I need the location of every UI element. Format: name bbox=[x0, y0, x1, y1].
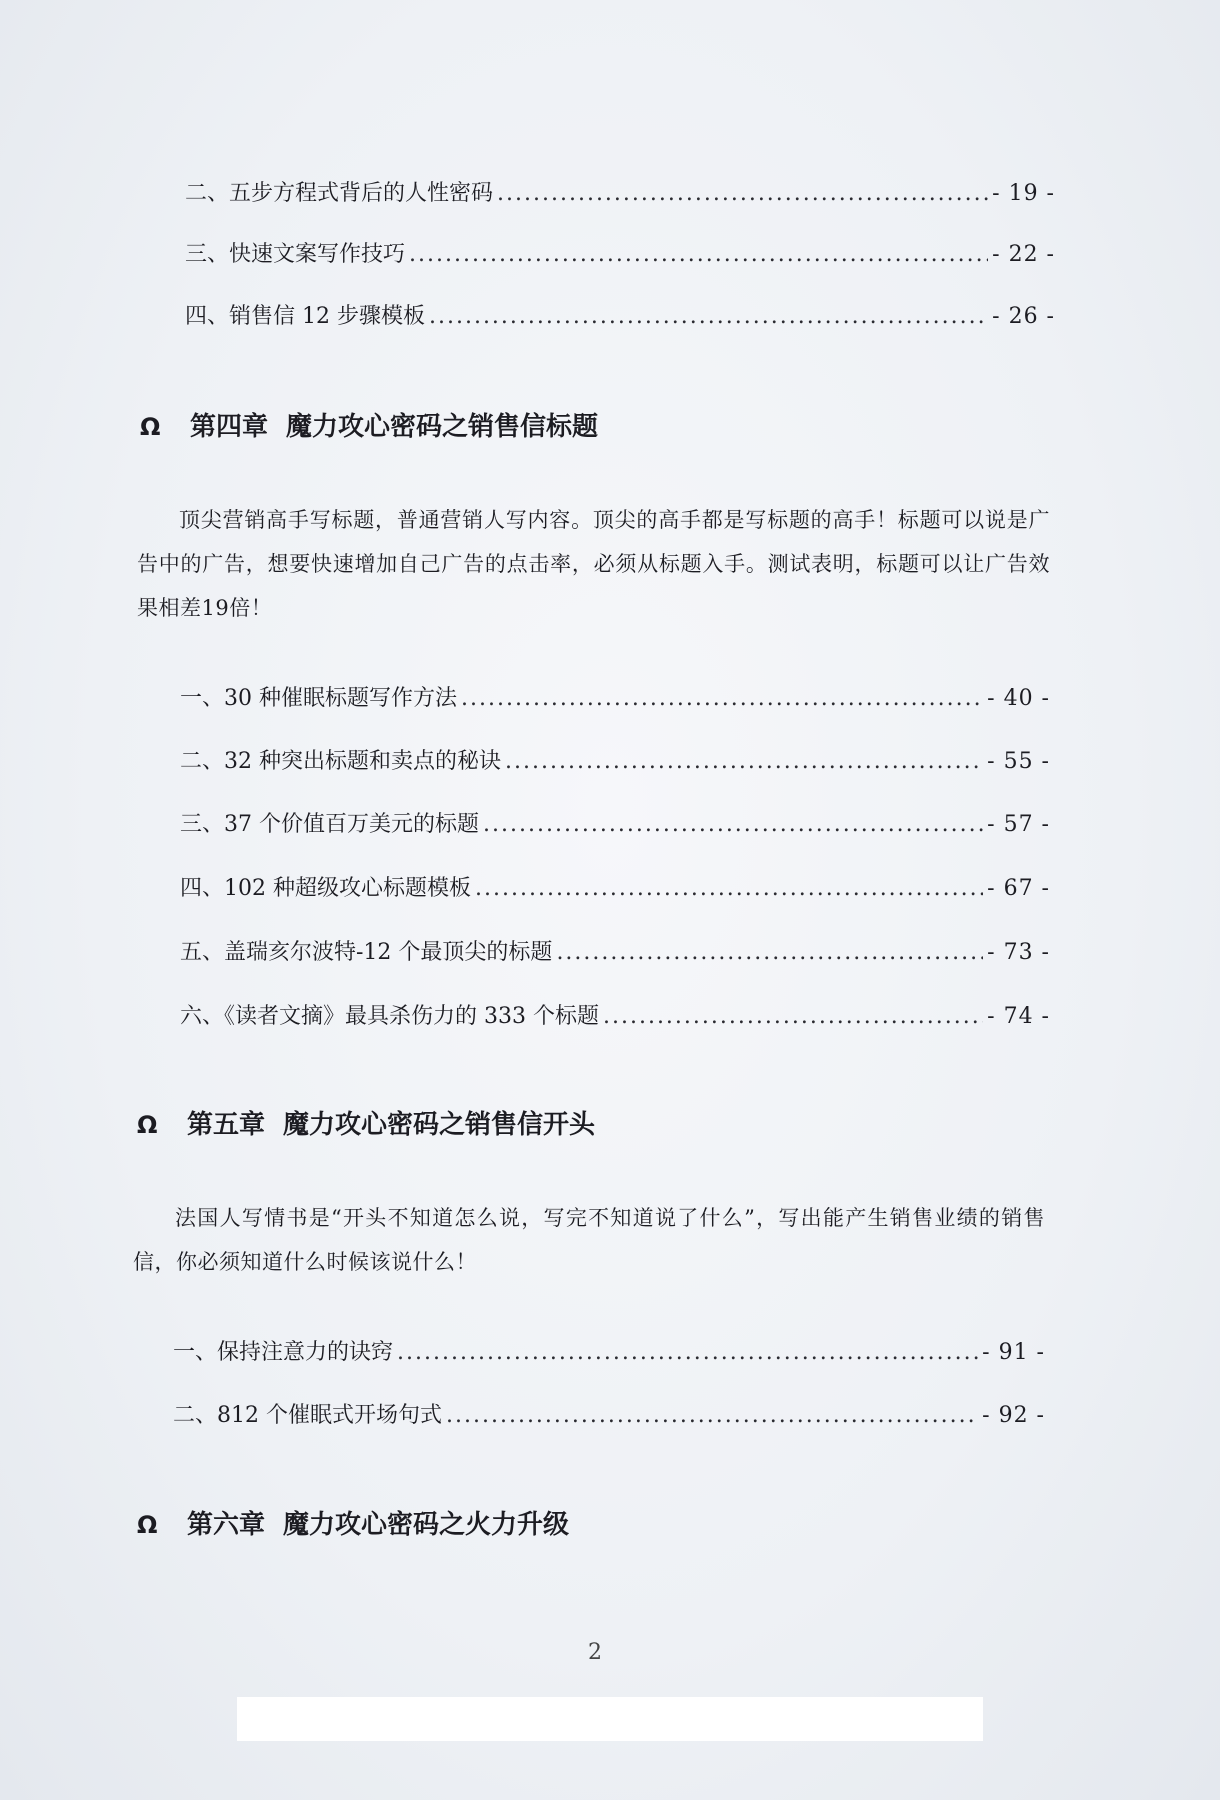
chapter-title: 魔力攻心密码之销售信标题 bbox=[286, 412, 599, 442]
toc-entry-page: - 91 - bbox=[982, 1340, 1045, 1365]
toc-entry-page: - 57 - bbox=[987, 812, 1050, 837]
toc-entry-label: 一、保持注意力的诀窍 bbox=[173, 1340, 394, 1365]
toc-leader-dots bbox=[397, 1338, 978, 1368]
toc-entry[interactable] bbox=[173, 1338, 1045, 1368]
omega-icon: Ω bbox=[137, 1111, 158, 1139]
toc-entry-page: - 19 - bbox=[992, 181, 1055, 206]
toc-entry-label: 三、快速文案写作技巧 bbox=[185, 242, 406, 267]
toc-leader-dots bbox=[505, 747, 983, 777]
chapter-number: 第五章 bbox=[187, 1110, 266, 1140]
toc-entry[interactable] bbox=[185, 179, 1055, 209]
toc-leader-dots bbox=[483, 810, 983, 840]
toc-entry[interactable] bbox=[185, 240, 1055, 270]
chapter-title: 魔力攻心密码之火力升级 bbox=[283, 1510, 570, 1540]
toc-entry-page: - 67 - bbox=[987, 876, 1050, 901]
toc-leader-dots bbox=[603, 1002, 983, 1032]
toc-entry-label: 六、《读者文摘》最具杀伤力的 333 个标题 bbox=[180, 1004, 599, 1029]
toc-entry-page: - 26 - bbox=[992, 304, 1055, 329]
toc-entry[interactable] bbox=[173, 1401, 1045, 1431]
toc-entry[interactable] bbox=[180, 938, 1050, 968]
chapter-number: 第六章 bbox=[187, 1510, 266, 1540]
chapter-number: 第四章 bbox=[190, 412, 269, 442]
chapter-heading[interactable] bbox=[140, 410, 598, 444]
toc-entry-page: - 22 - bbox=[992, 242, 1055, 267]
toc-entry-label: 四、102 种超级攻心标题模板 bbox=[180, 876, 471, 901]
page-number: 2 bbox=[588, 1640, 602, 1665]
chapter-intro: 顶尖营销高手写标题，普通营销人写内容。顶尖的高手都是写标题的高手！标题可以说是广告中的广告，想要快速增加自己广告的点击率，必须从标题入手。测试表明，标题可以让广告效果相差19倍！ bbox=[137, 508, 1050, 620]
chapter-intro: 法国人写情书是“开头不知道怎么说，写完不知道说了什么”，写出能产生销售业绩的销售信，你必须知道什么时候该说什么！ bbox=[133, 1206, 1045, 1274]
toc-leader-dots bbox=[461, 684, 983, 714]
toc-entry-label: 二、五步方程式背后的人性密码 bbox=[185, 181, 494, 206]
toc-entry[interactable] bbox=[180, 1002, 1050, 1032]
toc-entry-page: - 92 - bbox=[982, 1403, 1045, 1428]
toc-entry-label: 四、销售信 12 步骤模板 bbox=[185, 304, 425, 329]
omega-icon: Ω bbox=[137, 1511, 158, 1539]
toc-leader-dots bbox=[446, 1401, 978, 1431]
toc-entry-label: 五、盖瑞亥尔波特-12 个最顶尖的标题 bbox=[180, 940, 553, 965]
toc-leader-dots bbox=[497, 179, 988, 209]
toc-entry[interactable] bbox=[180, 684, 1050, 714]
chapter-heading[interactable] bbox=[137, 1108, 595, 1142]
toc-entry-label: 三、37 个价值百万美元的标题 bbox=[180, 812, 479, 837]
toc-entry[interactable] bbox=[180, 747, 1050, 777]
toc-entry-label: 一、30 种催眠标题写作方法 bbox=[180, 686, 457, 711]
redaction-bar bbox=[237, 1697, 983, 1741]
toc-entry-page: - 55 - bbox=[987, 749, 1050, 774]
chapter-heading[interactable] bbox=[137, 1508, 569, 1542]
toc-entry[interactable] bbox=[180, 810, 1050, 840]
toc-entry-page: - 74 - bbox=[987, 1004, 1050, 1029]
toc-entry-label: 二、812 个催眠式开场句式 bbox=[173, 1403, 442, 1428]
toc-entry-page: - 40 - bbox=[987, 686, 1050, 711]
toc-entry[interactable] bbox=[180, 874, 1050, 904]
toc-leader-dots bbox=[429, 302, 988, 332]
toc-leader-dots bbox=[556, 938, 983, 968]
toc-entry-label: 二、32 种突出标题和卖点的秘诀 bbox=[180, 749, 501, 774]
chapter-title: 魔力攻心密码之销售信开头 bbox=[283, 1110, 596, 1140]
omega-icon: Ω bbox=[140, 413, 161, 441]
toc-leader-dots bbox=[409, 240, 988, 270]
toc-leader-dots bbox=[475, 874, 983, 904]
toc-entry[interactable] bbox=[185, 302, 1055, 332]
toc-entry-page: - 73 - bbox=[987, 940, 1050, 965]
